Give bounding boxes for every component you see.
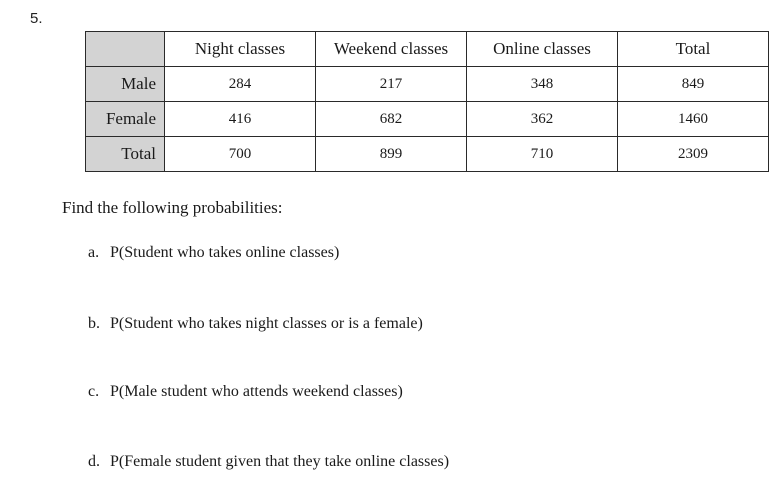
question-item-a	[88, 244, 339, 262]
table-row-female	[86, 102, 769, 137]
column-header-online: Online classes	[467, 32, 618, 67]
table-cell: 348	[467, 67, 618, 102]
row-header-male: Male	[86, 67, 165, 102]
question-letter: c.	[88, 383, 100, 400]
table-cell: 284	[165, 67, 316, 102]
question-letter: a.	[88, 244, 100, 261]
question-item-d	[88, 453, 449, 471]
table-cell: 700	[165, 137, 316, 172]
contingency-table	[85, 31, 769, 172]
table-cell: 1460	[618, 102, 769, 137]
question-item-c	[88, 383, 403, 401]
table-cell: 416	[165, 102, 316, 137]
question-number: 5.	[30, 10, 43, 27]
table-header-row	[86, 32, 769, 67]
table-corner-cell	[86, 32, 165, 67]
question-letter: d.	[88, 453, 100, 470]
table-cell: 362	[467, 102, 618, 137]
table-cell: 710	[467, 137, 618, 172]
row-header-female: Female	[86, 102, 165, 137]
table-row-male	[86, 67, 769, 102]
table-row-total	[86, 137, 769, 172]
row-header-total: Total	[86, 137, 165, 172]
column-header-weekend: Weekend classes	[316, 32, 467, 67]
column-header-night: Night classes	[165, 32, 316, 67]
table-cell: 899	[316, 137, 467, 172]
question-text: P(Male student who attends weekend classes)	[110, 383, 403, 400]
question-text: P(Student who takes night classes or is a female)	[110, 315, 423, 332]
question-letter: b.	[88, 315, 100, 332]
table-cell: 217	[316, 67, 467, 102]
instructions-text: Find the following probabilities:	[62, 198, 283, 217]
table-cell: 682	[316, 102, 467, 137]
question-text: P(Female student given that they take online classes)	[110, 453, 450, 470]
question-item-b	[88, 315, 423, 333]
column-header-total: Total	[618, 32, 769, 67]
question-text: P(Student who takes online classes)	[110, 244, 340, 261]
table-cell: 849	[618, 67, 769, 102]
table-cell: 2309	[618, 137, 769, 172]
